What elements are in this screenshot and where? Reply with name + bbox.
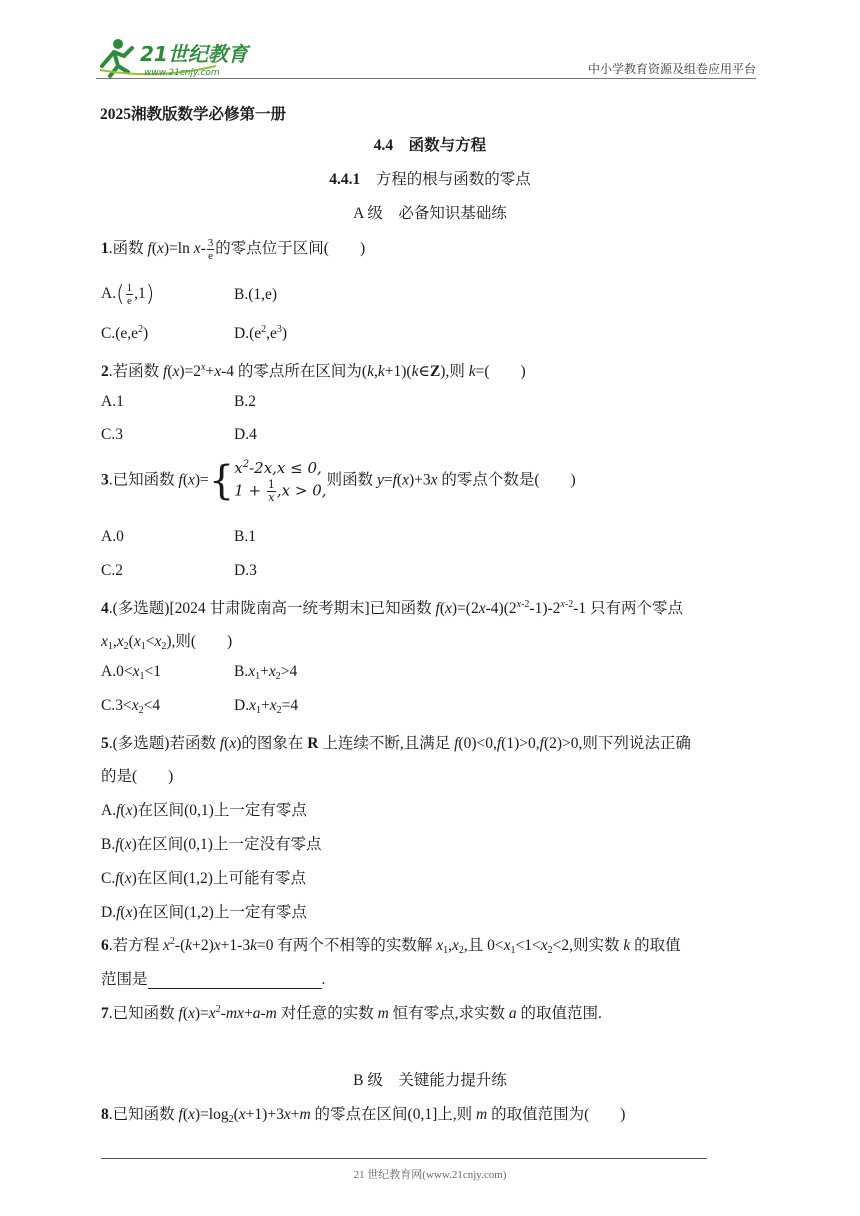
q2-option-d: D.4	[234, 426, 257, 443]
q5-option-c: C.f(x)在区间(1,2)上可能有零点	[101, 870, 306, 887]
section-title: 4.4 函数与方程	[373, 137, 487, 154]
q2-option-b: B.2	[234, 393, 256, 410]
question-5: 5.(多选题)若函数 f(x)的图象在 R 上连续不断,且满足 f(0)<0,f(1)>0,f(2)>0,则下列说法正确	[101, 735, 691, 752]
question-4: 4.(多选题)[2024 甘肃陇南高一统考期末]已知函数 $f(x)=(2x-4)(2^{x-2}-1)-2^{x-2}-1$ 只有两个零点	[101, 599, 684, 617]
q1-option-d: $D.(e^2,e^3)$	[234, 324, 288, 342]
document-title: 2025湘教版数学必修第一册	[100, 106, 287, 123]
subsection-title: 4.4.1 方程的根与函数的零点	[329, 171, 531, 188]
q5-option-a: A.f(x)在区间(0,1)上一定有零点	[101, 802, 307, 819]
question-8: 8.已知函数 $f(x)=\log_2(x+1)+3x+m$ 的零点在区间(0,1]上,则 m 的取值范围为( )	[101, 1106, 626, 1125]
q4-option-d: $D.x_1+x_2=4$	[234, 697, 299, 716]
question-2: 2.若函数 $f(x)=2^x+x-4$ 的零点所在区间为(k,k+1)(k∈Z),则 k=( )	[101, 362, 526, 380]
question-7: 7.已知函数 $f(x)=x^2-mx+a-m$ 对任意的实数 m 恒有零点,求实数 a 的取值范围.	[101, 1004, 602, 1022]
svg-text:21世纪教育: 21世纪教育	[140, 42, 248, 66]
level-b-heading: B 级 关键能力提升练	[353, 1072, 507, 1089]
q4-option-c: $C.3<x_2<4$	[101, 697, 161, 716]
header-divider	[96, 78, 756, 79]
question-4-cont: $x_1,x_2(x_1<x_2)$,则( )	[101, 633, 233, 652]
header-tagline: 中小学教育资源及组卷应用平台	[587, 62, 756, 76]
footer-divider	[101, 1158, 707, 1159]
answer-blank[interactable]	[148, 974, 322, 989]
q5-option-b: B.f(x)在区间(0,1)上一定没有零点	[101, 836, 322, 853]
q2-option-a: A.1	[101, 393, 124, 410]
q2-option-c: C.3	[101, 426, 123, 443]
q5-option-d: D.f(x)在区间(1,2)上一定有零点	[101, 904, 307, 921]
q3-option-d: D.3	[234, 562, 257, 579]
q4-option-a: $A.0<x_1<1$	[101, 663, 161, 682]
q1-option-b: B.(1,e)	[234, 286, 278, 303]
question-5-cont: 的是( )	[101, 768, 174, 785]
question-3: 3.已知函数 $f(x)=\{x^2-2x,x \le 0$, 1 + $\frac{1}{x}$ ,x > 0,则函数 y=f(x)+3x 的零点个数是( )	[101, 458, 576, 504]
svg-text:www.21cnjy.com: www.21cnjy.com	[144, 68, 220, 78]
q3-option-b: B.1	[234, 528, 256, 545]
q4-option-b: $B.x_1+x_2>4$	[234, 663, 298, 682]
question-1: 1.函数 f(x)=ln x- $\frac{3}{e}$ 的零点位于区间( )	[101, 236, 366, 262]
question-6-cont: 范围是 .	[101, 971, 326, 988]
level-a-heading: A 级 必备知识基础练	[353, 205, 507, 222]
q3-option-a: A.0	[101, 528, 124, 545]
q1-option-a: A.( $\frac{1}{e}$ ,1)	[101, 282, 155, 307]
q1-option-c: $C.(e,e^2)$	[101, 324, 149, 342]
question-6: 6.若方程 $x^2-(k+2)x+1-3k=0$ 有两个不相等的实数解 $x_1,x_2$,且 $0<x_1<1<x_2<2$,则实数 k 的取值	[101, 936, 681, 956]
site-logo	[96, 36, 266, 80]
q3-option-c: C.2	[101, 562, 123, 579]
footer-text: 21 世纪教育网(www.21cnjy.com)	[353, 1169, 507, 1181]
